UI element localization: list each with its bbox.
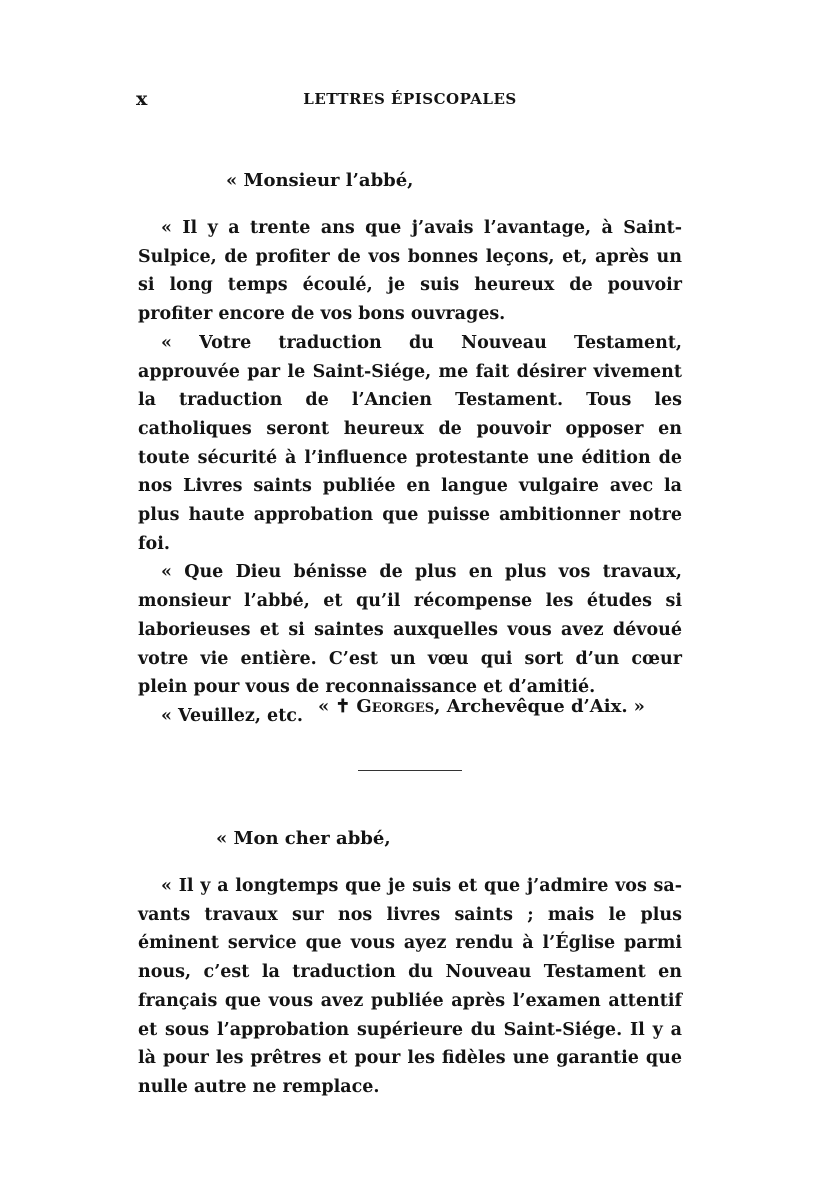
letter1-paragraph-2: « Votre traduction du Nouveau Testament, approuvée par le Saint-Siége, me fait désirer vivement la traduction de l’Ancien Testament. Tous les catholiques seront heureux de pouvoir opposer en toute sécurité à l’influence protestante une édition de nos Livres saints publiée en langue vulgaire avec la plus haute approbation que puisse ambitionner notre foi. [138,332,682,554]
section-divider [358,770,462,771]
letter2-paragraph-1: « Il y a longtemps que je suis et que j’admire vos savants travaux sur nos livres saints ; mais le plus éminent service que vous ayez rendu à l’Église parmi nous, c’est la traduction du Nouveau Testament en français que vous avez publiée après l’examen attentif et sous l’approbation supérieure du Saint-Siége. Il y a là pour les prêtres et pour les fidèles une garantie que nulle autre ne remplace. [138,876,682,1097]
letter2-body [138,872,682,1102]
signature-title: , Archevêque d’Aix. [434,696,628,717]
signature-open-quote: « [318,696,330,717]
page-number: x [136,88,149,110]
letter1-paragraph-1: « Il y a trente ans que j’avais l’avantage, à Saint-Sulpice, de profiter de vos bonnes leçons, et, après un si long temps écoulé, je suis heureux de pouvoir profiter encore de vos bons ouvrages. [138,218,682,325]
running-title: LETTRES ÉPISCOPALES [303,90,517,108]
cross-icon: ✝ [335,696,351,717]
letter1-paragraph-4: « Veuillez, etc. [161,705,304,726]
letter1-signature [318,696,645,717]
page-header [136,88,684,118]
letter1-body [138,214,682,731]
letter2-salutation: « Mon cher abbé, [216,828,391,849]
signature-name: Georges [356,696,435,717]
letter1-salutation: « Monsieur l’abbé, [226,170,414,191]
signature-close-quote: » [633,696,645,717]
letter1-paragraph-3: « Que Dieu bénisse de plus en plus vos travaux, monsieur l’abbé, et qu’il récompense les études si laborieuses et si saintes auxquelles vous avez dévoué votre vie entière. C’est un vœu qui sort d’un cœur plein pour vous de reconnaissance et d’amitié. [138,562,682,698]
